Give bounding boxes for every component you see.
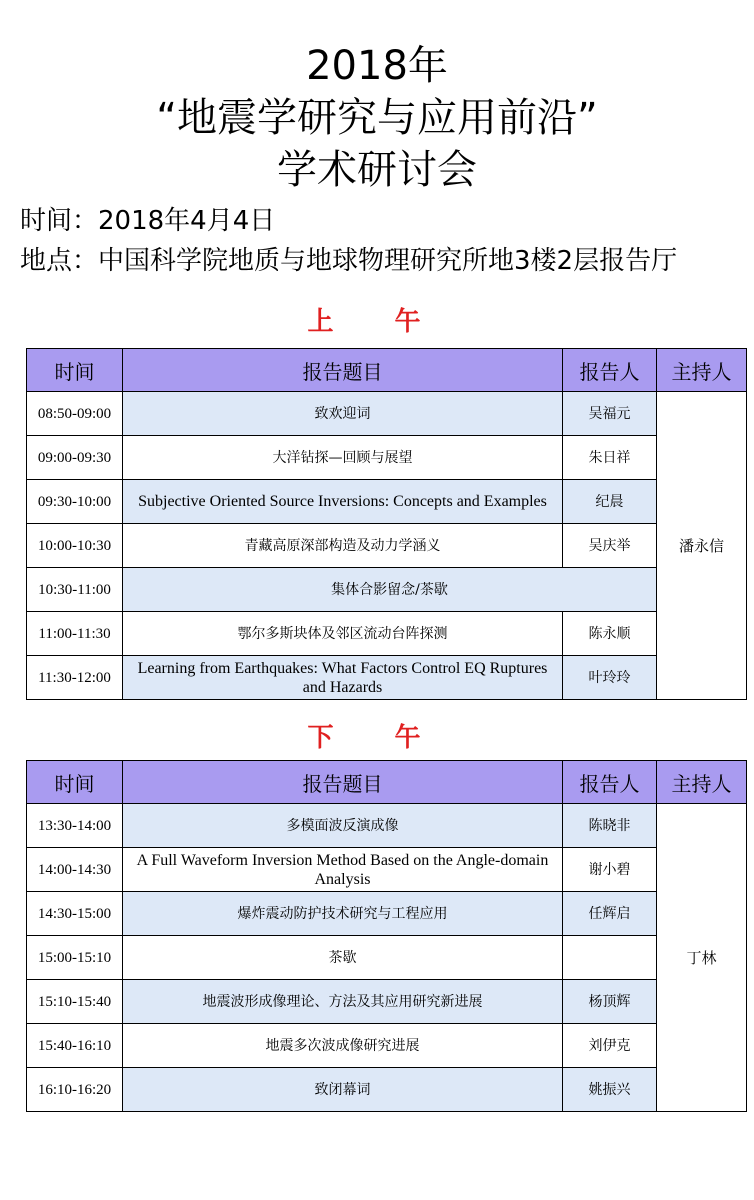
- morning-host: 潘永信: [657, 392, 747, 700]
- session-time: 11:30-12:00: [27, 656, 123, 700]
- afternoon-schedule-table: [26, 760, 747, 1112]
- session-time: 15:10-15:40: [27, 980, 123, 1024]
- event-time: 时间：2018年4月4日: [20, 206, 276, 236]
- session-time: 10:00-10:30: [27, 524, 123, 568]
- col-speaker-header: 报告人: [563, 349, 657, 392]
- col-host-header: 主持人: [657, 761, 747, 804]
- session-topic: A Full Waveform Inversion Method Based on the Angle-domain Analysis: [123, 848, 563, 892]
- table-row: [27, 568, 747, 612]
- session-time: 14:00-14:30: [27, 848, 123, 892]
- col-host-header: 主持人: [657, 349, 747, 392]
- session-topic: 青藏高原深部构造及动力学涵义: [123, 524, 563, 568]
- session-time: 15:00-15:10: [27, 936, 123, 980]
- session-speaker: 姚振兴: [563, 1068, 657, 1112]
- session-speaker: [563, 936, 657, 980]
- table-row: [27, 1068, 747, 1112]
- session-topic: 鄂尔多斯块体及邻区流动台阵探测: [123, 612, 563, 656]
- table-row: [27, 980, 747, 1024]
- col-speaker-header: 报告人: [563, 761, 657, 804]
- session-time: 09:30-10:00: [27, 480, 123, 524]
- afternoon-label: 下 午: [307, 723, 447, 753]
- table-row: [27, 892, 747, 936]
- session-topic: 致闭幕词: [123, 1068, 563, 1112]
- table-row: [27, 1024, 747, 1068]
- session-time: 14:30-15:00: [27, 892, 123, 936]
- session-topic: 爆炸震动防护技术研究与工程应用: [123, 892, 563, 936]
- title-year: 2018年: [306, 43, 448, 89]
- session-time: 13:30-14:00: [27, 804, 123, 848]
- session-speaker: 陈晓非: [563, 804, 657, 848]
- session-speaker: 陈永顺: [563, 612, 657, 656]
- session-speaker: 朱日祥: [563, 436, 657, 480]
- table-row: [27, 612, 747, 656]
- session-speaker: 吴庆举: [563, 524, 657, 568]
- session-topic: 多模面波反演成像: [123, 804, 563, 848]
- session-topic: Subjective Oriented Source Inversions: Concepts and Examples: [123, 480, 563, 524]
- session-speaker: 刘伊克: [563, 1024, 657, 1068]
- session-time: 10:30-11:00: [27, 568, 123, 612]
- table-header-row: [27, 761, 747, 804]
- session-topic: 茶歇: [123, 936, 563, 980]
- table-row: [27, 392, 747, 436]
- session-speaker: 谢小碧: [563, 848, 657, 892]
- session-topic: 致欢迎词: [123, 392, 563, 436]
- morning-schedule-table: [26, 348, 747, 700]
- session-time: 15:40-16:10: [27, 1024, 123, 1068]
- session-speaker: 吴福元: [563, 392, 657, 436]
- session-time: 11:00-11:30: [27, 612, 123, 656]
- session-speaker: 杨顶辉: [563, 980, 657, 1024]
- col-time-header: 时间: [27, 349, 123, 392]
- session-topic: 集体合影留念/茶歇: [123, 568, 657, 612]
- session-topic: 地震多次波成像研究进展: [123, 1024, 563, 1068]
- event-location: 地点：中国科学院地质与地球物理研究所地3楼2层报告厅: [20, 246, 678, 276]
- title-subtitle: 学术研讨会: [277, 147, 477, 193]
- col-topic-header: 报告题目: [123, 349, 563, 392]
- table-row: [27, 848, 747, 892]
- table-header-row: [27, 349, 747, 392]
- session-speaker: 纪晨: [563, 480, 657, 524]
- session-time: 16:10-16:20: [27, 1068, 123, 1112]
- col-topic-header: 报告题目: [123, 761, 563, 804]
- session-topic: 大洋钻探—回顾与展望: [123, 436, 563, 480]
- session-topic: 地震波形成像理论、方法及其应用研究新进展: [123, 980, 563, 1024]
- title-name: “地震学研究与应用前沿”: [156, 95, 598, 141]
- session-speaker: 叶玲玲: [563, 656, 657, 700]
- session-topic: Learning from Earthquakes: What Factors Control EQ Ruptures and Hazards: [123, 656, 563, 700]
- morning-label: 上 午: [307, 307, 447, 337]
- table-row: [27, 656, 747, 700]
- table-row: [27, 936, 747, 980]
- session-speaker: 任辉启: [563, 892, 657, 936]
- table-row: [27, 436, 747, 480]
- session-time: 09:00-09:30: [27, 436, 123, 480]
- table-row: [27, 804, 747, 848]
- table-row: [27, 480, 747, 524]
- afternoon-host: 丁林: [657, 804, 747, 1112]
- session-time: 08:50-09:00: [27, 392, 123, 436]
- table-row: [27, 524, 747, 568]
- col-time-header: 时间: [27, 761, 123, 804]
